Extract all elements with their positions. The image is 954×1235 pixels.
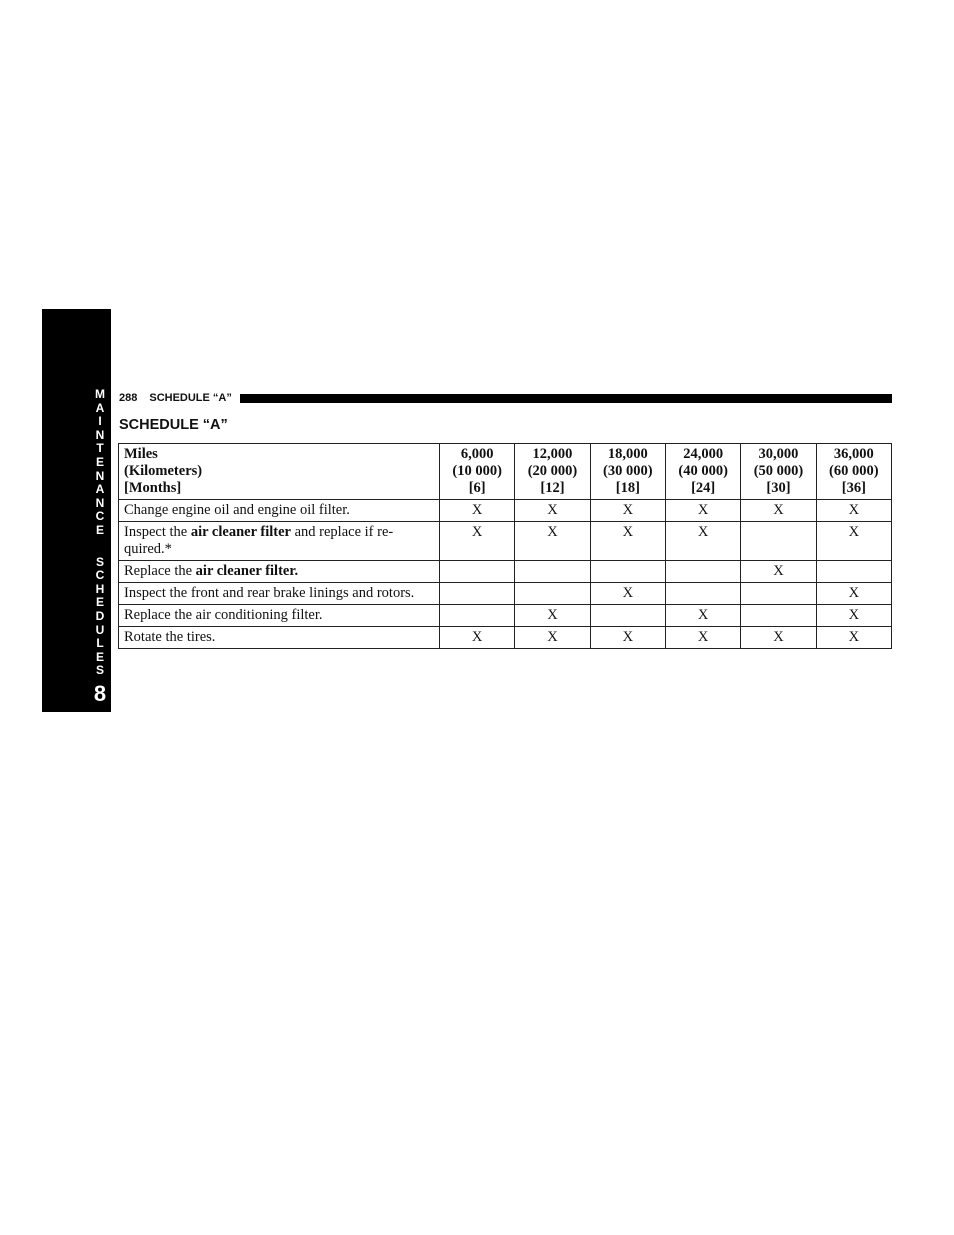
tab-letter: M (95, 387, 105, 401)
tab-letter: E (95, 454, 104, 469)
service-mark: X (515, 627, 590, 649)
kilometers-label: (Kilometers) (124, 463, 203, 479)
interval-km: (10 000) (452, 463, 502, 479)
tab-letter: E (95, 649, 104, 664)
interval-months: [24] (691, 480, 716, 496)
interval-km: (50 000) (753, 463, 804, 479)
tab-letter: A (95, 482, 105, 497)
service-mark (515, 583, 590, 605)
service-mark: X (816, 605, 891, 627)
service-mark: X (816, 583, 891, 605)
service-mark: X (440, 522, 515, 561)
service-mark (590, 605, 665, 627)
service-description-emphasis: air cleaner filter (190, 524, 291, 540)
tab-letter: E (95, 595, 104, 610)
service-mark: X (590, 522, 665, 561)
service-description (119, 583, 440, 605)
tab-letter: A (95, 400, 105, 415)
tab-letter: I (98, 414, 102, 429)
interval-months: [6] (468, 480, 486, 496)
service-mark (665, 583, 740, 605)
service-mark: X (665, 627, 740, 649)
service-mark (741, 605, 816, 627)
interval-miles: 12,000 (532, 446, 573, 462)
interval-km: (60 000) (829, 463, 879, 479)
table-row (119, 561, 892, 583)
tab-letter: C (95, 568, 105, 583)
service-mark: X (440, 627, 515, 649)
interval-header-cell (515, 444, 590, 500)
service-mark: X (741, 627, 816, 649)
table-header-row (119, 444, 892, 500)
interval-miles: 18,000 (607, 446, 648, 462)
tab-letter: S (95, 554, 104, 569)
tab-letter: H (95, 581, 105, 596)
tab-letter: L (96, 636, 104, 651)
service-description-text: Rotate the tires. (124, 629, 216, 645)
service-mark: X (590, 583, 665, 605)
service-mark (590, 561, 665, 583)
maintenance-schedule-table (118, 443, 892, 649)
running-header-title: SCHEDULE “A” (149, 392, 232, 404)
tab-letter: T (96, 441, 104, 456)
interval-header-cell (741, 444, 816, 500)
service-mark: X (816, 522, 891, 561)
service-mark: X (665, 522, 740, 561)
service-description (119, 605, 440, 627)
table-row (119, 500, 892, 522)
header-rule (240, 394, 892, 403)
service-mark: X (515, 500, 590, 522)
service-mark: X (665, 605, 740, 627)
service-mark: X (440, 500, 515, 522)
interval-header-cell (440, 444, 515, 500)
service-description (119, 500, 440, 522)
interval-km: (20 000) (527, 463, 578, 479)
page-number: 288 (119, 392, 138, 404)
interval-header-cell (590, 444, 665, 500)
interval-km: (40 000) (678, 463, 728, 479)
running-header (119, 390, 892, 406)
chapter-tab-title (88, 388, 112, 678)
service-description-text: and replace if re-quired.* (124, 524, 394, 557)
service-mark (440, 583, 515, 605)
interval-miles: 6,000 (460, 446, 494, 462)
service-mark: X (741, 500, 816, 522)
months-label: [Months] (124, 480, 182, 496)
service-description-text: Replace the (124, 563, 196, 579)
service-description-emphasis: air cleaner filter. (195, 563, 299, 579)
tab-letter: D (95, 608, 105, 623)
interval-months: [36] (841, 480, 866, 496)
tab-letter: U (95, 622, 105, 637)
table-row (119, 605, 892, 627)
service-description-text: Inspect the (124, 524, 191, 540)
service-description-text: Replace the air conditioning filter. (124, 607, 323, 623)
section-title: SCHEDULE “A” (119, 417, 228, 433)
service-description (119, 522, 440, 561)
service-mark (816, 561, 891, 583)
service-mark: X (590, 627, 665, 649)
table-row (119, 583, 892, 605)
interval-months: [18] (615, 480, 640, 496)
service-description-text: Change engine oil and engine oil filter. (124, 502, 350, 518)
interval-miles: 30,000 (758, 446, 799, 462)
service-mark: X (741, 561, 816, 583)
tab-letter: N (95, 495, 105, 510)
miles-label: Miles (124, 446, 158, 462)
service-mark: X (590, 500, 665, 522)
service-description (119, 561, 440, 583)
interval-label-cell (119, 444, 440, 500)
service-mark: X (515, 605, 590, 627)
service-mark: X (816, 627, 891, 649)
service-mark (440, 605, 515, 627)
tab-letter: E (95, 522, 104, 537)
chapter-number: 8 (93, 681, 107, 706)
service-mark: X (665, 500, 740, 522)
tab-letter: N (95, 468, 105, 483)
interval-km: (30 000) (603, 463, 653, 479)
tab-letter: S (95, 663, 104, 678)
interval-header-cell (816, 444, 891, 500)
service-mark (515, 561, 590, 583)
service-mark (440, 561, 515, 583)
service-mark: X (515, 522, 590, 561)
interval-miles: 24,000 (683, 446, 724, 462)
service-mark (741, 583, 816, 605)
service-mark (741, 522, 816, 561)
interval-months: [30] (766, 480, 791, 496)
interval-header-cell (665, 444, 740, 500)
service-mark (665, 561, 740, 583)
table-row (119, 522, 892, 561)
interval-months: [12] (540, 480, 565, 496)
table-row (119, 627, 892, 649)
tab-letter: C (95, 509, 105, 524)
service-mark: X (816, 500, 891, 522)
service-description (119, 627, 440, 649)
tab-letter: N (95, 427, 105, 442)
service-description-text: Inspect the front and rear brake linings and rotors. (124, 585, 415, 601)
interval-miles: 36,000 (833, 446, 874, 462)
